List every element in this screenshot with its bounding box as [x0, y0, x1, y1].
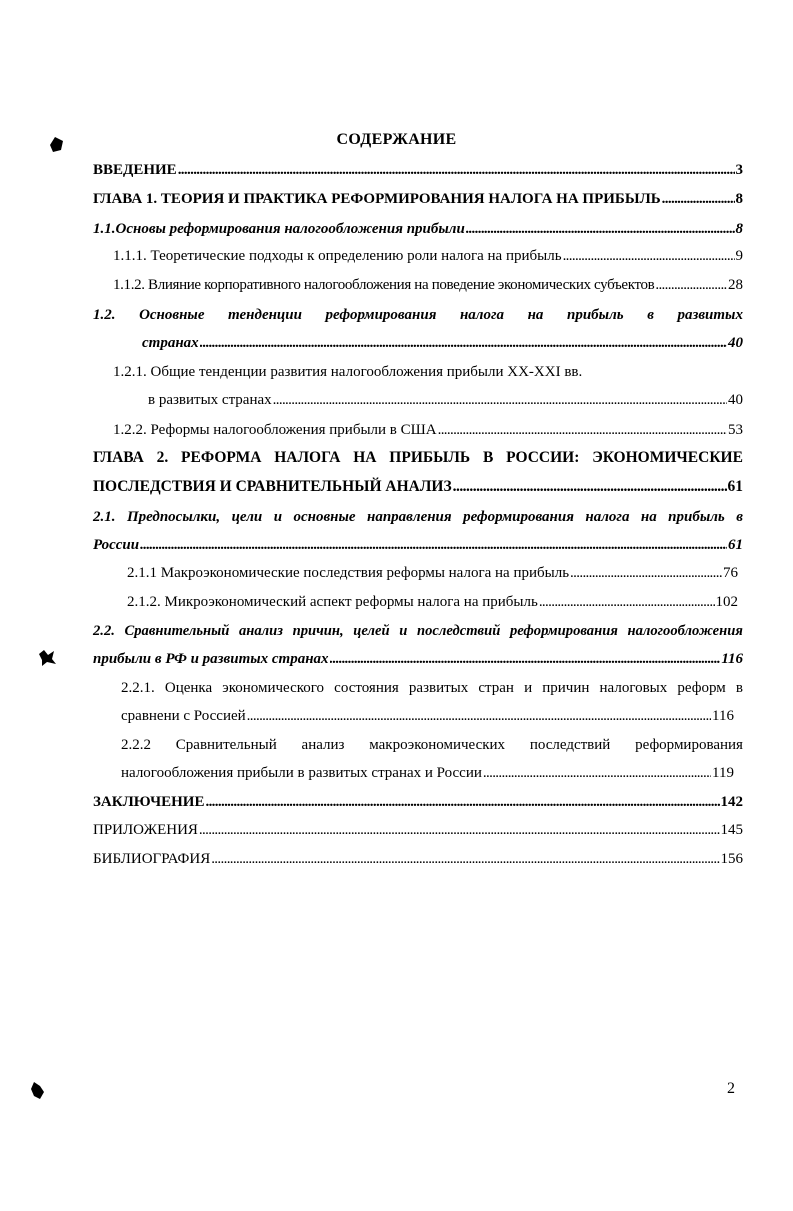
toc-word: Предпосылки, [126, 509, 221, 525]
toc-entry-label: налогообложения прибыли в развитых странах и России [121, 765, 482, 781]
toc-title: СОДЕРЖАНИЕ [336, 131, 457, 148]
toc-entry-conclusion[interactable] [93, 792, 743, 812]
toc-entry-intro[interactable] [93, 160, 743, 180]
toc-word: на [527, 307, 544, 323]
toc-entry-section-1-1[interactable] [93, 219, 743, 239]
toc-word: ЭКОНОМИЧЕСКИЕ [592, 449, 743, 466]
toc-entry-page: 142 [720, 794, 743, 810]
toc-word: причин [542, 680, 590, 696]
toc-word: на [640, 509, 657, 525]
toc-word: макроэкономических [369, 737, 506, 753]
toc-entry-label: 2.1.2. Микроэкономический аспект реформы налога на прибыль [127, 594, 538, 610]
toc-word: 2.2.2 [121, 737, 151, 753]
toc-word: Оценка [164, 680, 213, 696]
toc-entry-label: Основы реформирования налогообложения прибыли [115, 221, 465, 237]
toc-word: анализ [238, 623, 283, 639]
toc-entry-label: 1.2.2. Реформы налогообложения прибыли в США [113, 422, 437, 438]
toc-word: цели [231, 509, 263, 525]
toc-entry-label: 1.2.1. Общие тенденции развития налогообложения прибыли XX-XXI вв. [113, 364, 583, 380]
toc-word: 2. [156, 449, 169, 466]
toc-entry-page: 119 [712, 765, 734, 781]
toc-word: в [735, 680, 743, 696]
toc-entry-page: 28 [728, 277, 743, 293]
toc-word: в [647, 307, 654, 323]
toc-entry-appendices[interactable] [93, 820, 743, 840]
toc-word: в [736, 509, 743, 525]
toc-entry-page: 76 [723, 565, 738, 581]
toc-entry-number: 1.2. [93, 307, 116, 323]
toc-entry-page: 156 [720, 851, 743, 867]
toc-word: НА [353, 449, 377, 466]
toc-entry-section-2-1[interactable] [93, 507, 743, 527]
toc-word: и [524, 680, 533, 696]
toc-entry-page: 8 [735, 221, 743, 237]
toc-word: и [273, 509, 283, 525]
toc-word: развитых [408, 680, 469, 696]
toc-entry-page: 116 [721, 651, 743, 667]
toc-word: НАЛОГА [274, 449, 341, 466]
toc-word: причин, [292, 623, 344, 639]
toc-entry-section-2-2-2[interactable] [121, 735, 743, 755]
toc-word: Сравнительный [175, 737, 277, 753]
toc-word: реформирования [509, 623, 618, 639]
toc-entry-label: ГЛАВА 1. ТЕОРИЯ И ПРАКТИКА РЕФОРМИРОВАНИЯ НАЛОГА НА ПРИБЫЛЬ [93, 191, 661, 207]
toc-word: реформирования [635, 737, 743, 753]
scan-speck-icon [28, 1080, 48, 1102]
toc-entry-chapter-1[interactable] [93, 189, 743, 209]
toc-word: прибыль [668, 509, 725, 525]
toc-word: тенденции [228, 307, 302, 323]
toc-entry-label: 2.1.1 Макроэкономические последствия реформы налога на прибыль [127, 565, 570, 581]
toc-entry-chapter-2[interactable] [93, 448, 743, 468]
toc-word: налога [585, 509, 630, 525]
toc-entry-page: 40 [728, 392, 743, 408]
toc-word: ПРИБЫЛЬ [389, 449, 471, 466]
toc-entry-page: 9 [735, 248, 743, 264]
toc-entry-section-1-2[interactable] [93, 305, 743, 325]
toc-word: Сравнительный [124, 623, 230, 639]
toc-word: прибыль [567, 307, 624, 323]
toc-entry-section-2-2[interactable] [93, 621, 743, 641]
toc-entry-label: прибыли в РФ и развитых странах [93, 651, 329, 667]
toc-word: В [482, 449, 494, 466]
toc-entry-label: России [93, 537, 140, 553]
toc-entry-label: странах [142, 335, 199, 351]
scan-speck-icon [36, 648, 58, 668]
toc-word: реформ [677, 680, 726, 696]
toc-word: 2.2.1. [121, 680, 155, 696]
toc-entry-page: 40 [728, 335, 743, 351]
toc-word: последствий [417, 623, 501, 639]
toc-word: состояния [334, 680, 399, 696]
toc-word: 2.2. [93, 623, 115, 639]
toc-entry-page: 8 [735, 191, 743, 207]
toc-entry-section-2-2-2-cont[interactable] [121, 763, 734, 783]
toc-word: и [399, 623, 408, 639]
toc-word: направления [367, 509, 452, 525]
toc-entry-label: ЗАКЛЮЧЕНИЕ [93, 794, 205, 810]
toc-entry-page: 116 [712, 708, 734, 724]
toc-entry-bibliography[interactable] [93, 849, 743, 869]
toc-word: реформирования [325, 307, 437, 323]
toc-word: развитых [677, 307, 743, 323]
toc-word: ГЛАВА [93, 449, 144, 466]
toc-word: экономического [222, 680, 325, 696]
page-number: 2 [727, 1080, 735, 1097]
toc-entry-page: 61 [727, 478, 743, 495]
toc-word: налогообложения [627, 623, 743, 639]
toc-word: налоговых [599, 680, 668, 696]
toc-entry-label: 1.1.1. Теоретические подходы к определению роли налога на прибыль [113, 248, 562, 264]
toc-entry-section-2-1-cont[interactable] [93, 535, 743, 555]
toc-word: 2.1. [93, 509, 116, 525]
toc-entry-section-2-1-2[interactable] [127, 592, 738, 612]
toc-entry-section-2-2-1[interactable] [121, 678, 743, 698]
toc-word: РОССИИ: [506, 449, 580, 466]
toc-entry-page: 102 [715, 594, 738, 610]
toc-entry-label: ПОСЛЕДСТВИЯ И СРАВНИТЕЛЬНЫЙ АНАЛИЗ [93, 478, 452, 495]
toc-entry-section-2-1-1[interactable] [127, 563, 738, 583]
toc-word: основные [293, 509, 356, 525]
toc-word: налога [459, 307, 505, 323]
toc-word: стран [478, 680, 514, 696]
toc-entry-section-2-2-1-cont[interactable] [121, 706, 734, 726]
toc-entry-section-1-2-cont[interactable] [142, 333, 743, 353]
toc-entry-section-1-1-1[interactable] [113, 246, 743, 266]
toc-entry-page: 53 [728, 422, 743, 438]
toc-entry-page: 3 [735, 162, 743, 178]
toc-word: последствий [529, 737, 611, 753]
toc-entry-section-1-2-1[interactable] [113, 362, 743, 382]
toc-entry-label: БИБЛИОГРАФИЯ [93, 851, 211, 867]
toc-entry-page: 145 [720, 822, 743, 838]
toc-word: анализ [301, 737, 345, 753]
toc-entry-section-1-2-2[interactable] [113, 420, 743, 440]
toc-entry-page: 61 [728, 537, 743, 553]
toc-entry-number: 1.1. [93, 221, 116, 237]
toc-entry-section-1-1-2[interactable] [113, 275, 743, 295]
toc-entry-section-1-2-1-cont[interactable] [148, 390, 743, 410]
toc-entry-label: ПРИЛОЖЕНИЯ [93, 822, 198, 838]
toc-entry-chapter-2-cont[interactable] [93, 477, 743, 497]
toc-entry-label: ВВЕДЕНИЕ [93, 162, 177, 178]
toc-entry-section-2-2-cont[interactable] [93, 649, 743, 669]
toc-entry-label: 1.1.2. Влияние корпоративного налогообложения на поведение экономических субъектов [113, 277, 655, 293]
toc-entry-label: сравнени с Россией [121, 708, 246, 724]
toc-word: РЕФОРМА [181, 449, 262, 466]
toc-word: целей [353, 623, 390, 639]
toc-word: реформирования [463, 509, 574, 525]
toc-word: Основные [139, 307, 205, 323]
toc-entry-label: в развитых странах [148, 392, 272, 408]
